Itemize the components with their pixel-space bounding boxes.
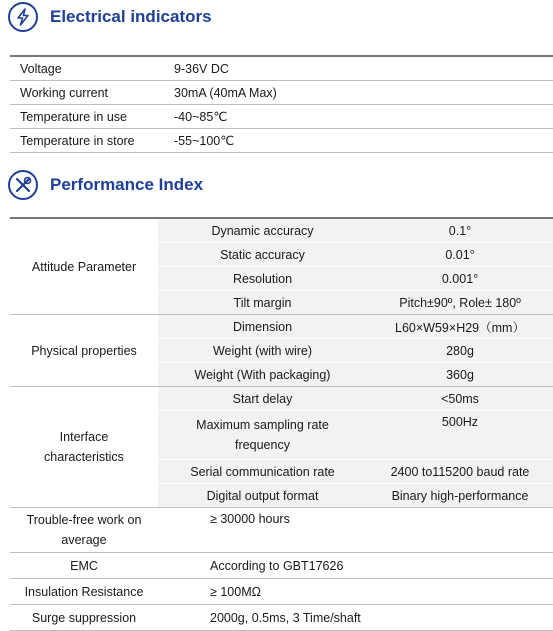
row-value: L60×W59×H29（mm） bbox=[367, 315, 553, 339]
row-value: 2400 to115200 baud rate bbox=[367, 460, 553, 484]
table-row bbox=[10, 218, 553, 243]
table-row bbox=[10, 81, 553, 105]
row-label bbox=[158, 411, 367, 460]
insulation-label: Insulation Resistance bbox=[10, 579, 158, 605]
label-line: frequency bbox=[235, 438, 290, 452]
row-value: -55~100℃ bbox=[166, 129, 553, 153]
row-value: Pitch±90º, Role± 180º bbox=[367, 291, 553, 315]
row-label: Voltage bbox=[10, 56, 166, 81]
row-label: Start delay bbox=[158, 387, 367, 411]
performance-table bbox=[10, 217, 553, 631]
row-value: 360g bbox=[367, 363, 553, 387]
label-line: Trouble-free work on bbox=[26, 513, 142, 527]
row-value: 280g bbox=[367, 339, 553, 363]
emc-value: According to GBT17626 bbox=[158, 553, 553, 579]
row-label: Weight (With packaging) bbox=[158, 363, 367, 387]
row-label: Static accuracy bbox=[158, 243, 367, 267]
row-label: Weight (with wire) bbox=[158, 339, 367, 363]
table-row bbox=[10, 129, 553, 153]
row-value: 30mA (40mA Max) bbox=[166, 81, 553, 105]
row-value: 0.01° bbox=[367, 243, 553, 267]
row-label: Tilt margin bbox=[158, 291, 367, 315]
row-value: Binary high-performance bbox=[367, 484, 553, 508]
label-line: average bbox=[61, 533, 107, 547]
table-row bbox=[10, 605, 553, 631]
row-label: Dynamic accuracy bbox=[158, 218, 367, 243]
electrical-section-header bbox=[8, 2, 212, 32]
emc-label: EMC bbox=[10, 553, 158, 579]
table-row bbox=[10, 508, 553, 553]
surge-value: 2000g, 0.5ms, 3 Time/shaft bbox=[158, 605, 553, 631]
trouble-label bbox=[10, 508, 158, 553]
trouble-value: ≥ 30000 hours bbox=[158, 508, 553, 553]
performance-section-header bbox=[8, 170, 203, 200]
row-label: Temperature in store bbox=[10, 129, 166, 153]
table-row bbox=[10, 315, 553, 339]
row-label: Digital output format bbox=[158, 484, 367, 508]
electrical-title: Electrical indicators bbox=[50, 7, 212, 26]
row-label: Dimension bbox=[158, 315, 367, 339]
row-value: -40~85℃ bbox=[166, 105, 553, 129]
insulation-value: ≥ 100MΩ bbox=[158, 579, 553, 605]
group-physical: Physical properties bbox=[10, 315, 158, 387]
lightning-icon bbox=[8, 2, 38, 32]
row-label: Temperature in use bbox=[10, 105, 166, 129]
row-label: Resolution bbox=[158, 267, 367, 291]
row-value: 9-36V DC bbox=[166, 56, 553, 81]
row-label: Serial communication rate bbox=[158, 460, 367, 484]
label-line: Maximum sampling rate bbox=[196, 418, 329, 432]
table-row bbox=[10, 387, 553, 411]
group-attitude: Attitude Parameter bbox=[10, 218, 158, 315]
electrical-table bbox=[10, 55, 553, 153]
row-value: <50ms bbox=[367, 387, 553, 411]
tools-icon bbox=[8, 170, 38, 200]
row-value: 0.1° bbox=[367, 218, 553, 243]
row-label: Working current bbox=[10, 81, 166, 105]
group-line: characteristics bbox=[44, 450, 124, 464]
table-row bbox=[10, 105, 553, 129]
group-interface bbox=[10, 387, 158, 508]
table-row bbox=[10, 56, 553, 81]
group-line: Interface bbox=[59, 430, 109, 444]
table-row bbox=[10, 579, 553, 605]
row-value: 0.001° bbox=[367, 267, 553, 291]
surge-label: Surge suppression bbox=[10, 605, 158, 631]
table-row bbox=[10, 553, 553, 579]
performance-title: Performance Index bbox=[50, 175, 204, 194]
row-value: 500Hz bbox=[367, 411, 553, 460]
